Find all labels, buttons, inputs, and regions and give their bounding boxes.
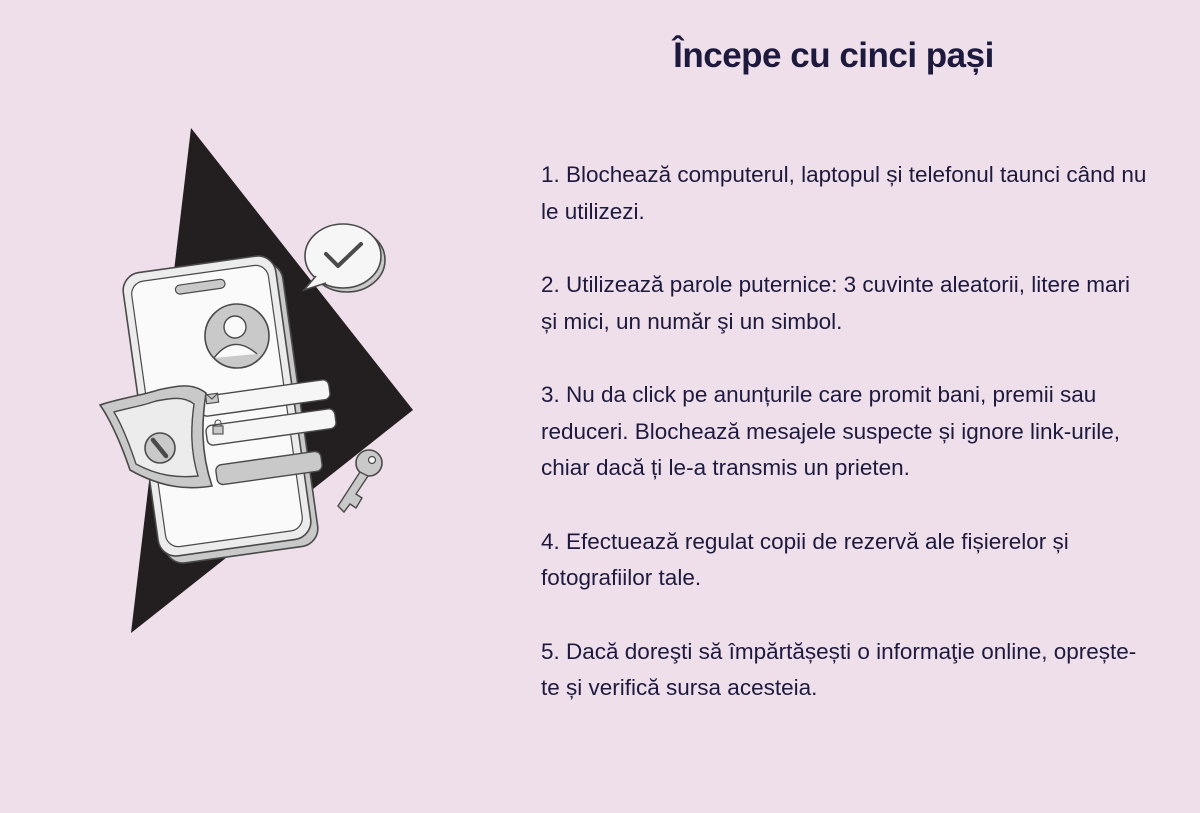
page-title: Începe cu cinci pași bbox=[673, 36, 994, 75]
list-item: 4. Efectuează regulat copii de rezervă ale fișierelor și fotografiilor tale. bbox=[541, 528, 1069, 590]
list-item: 1. Blochează computerul, laptopul și telefonul taunci când nu le utilizezi. bbox=[541, 162, 1147, 224]
email-icon bbox=[206, 393, 219, 404]
shield-icon bbox=[100, 386, 212, 488]
security-illustration bbox=[80, 120, 440, 650]
user-avatar-icon bbox=[205, 304, 269, 368]
list-item: 5. Dacă doreşti să împărtășești o informaţie online, oprește-te și verifică sursa acesteia. bbox=[541, 638, 1137, 700]
steps-list bbox=[541, 157, 1151, 744]
list-item: 2. Utilizează parole puternice: 3 cuvinte aleatorii, litere mari și mici, un număr şi un simbol. bbox=[541, 272, 1131, 334]
list-item: 3. Nu da click pe anunțurile care promit bani, premii sau reduceri. Blochează mesajele suspecte și ignore link-urile, chiar dacă ți le-a transmis un prieten. bbox=[541, 382, 1121, 480]
checkmark-speech-bubble-icon bbox=[304, 224, 385, 292]
